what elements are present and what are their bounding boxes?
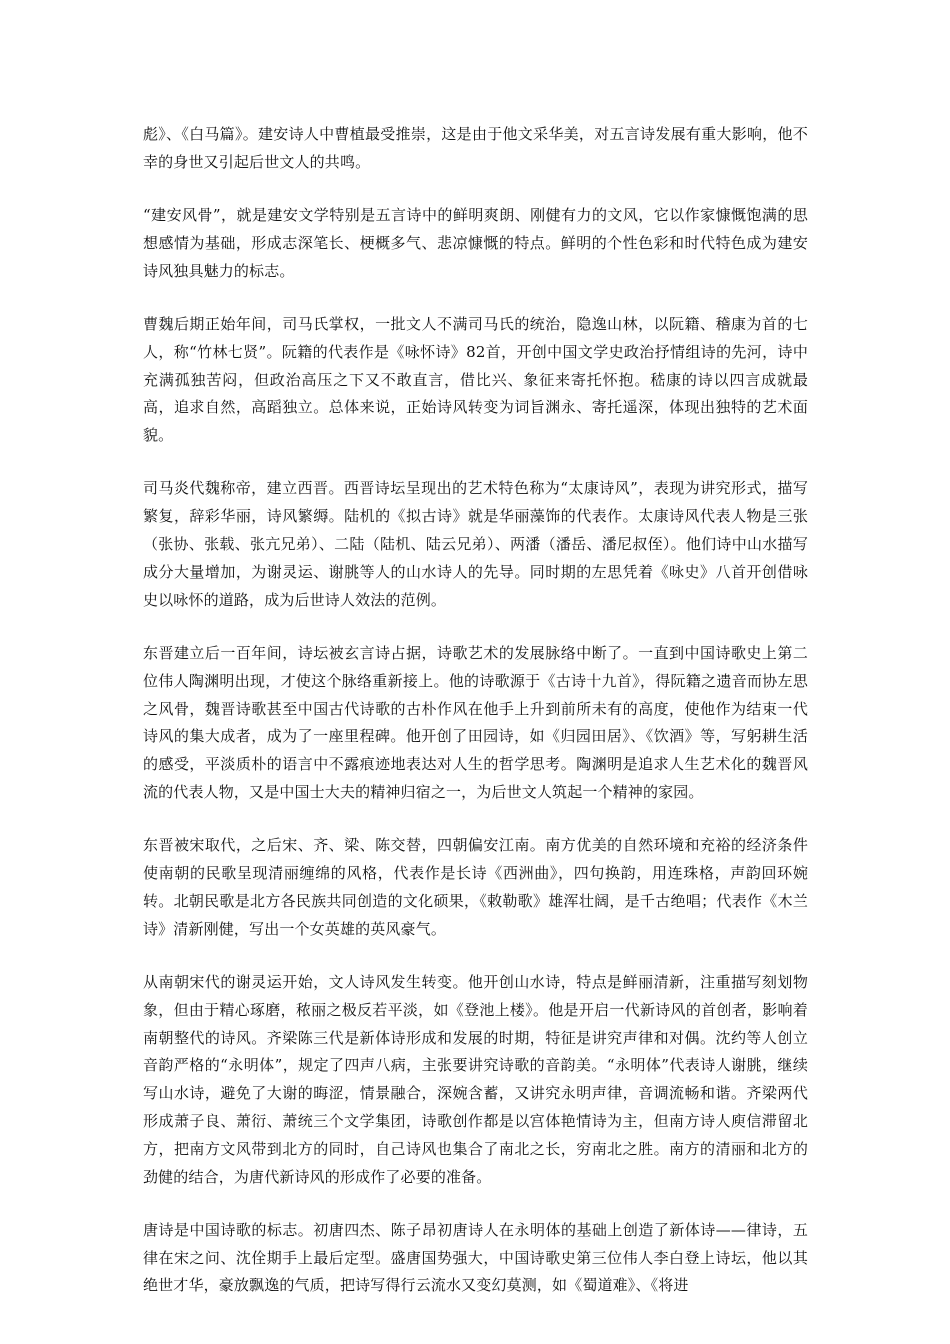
document-body (143, 121, 808, 1326)
paragraph-jian-an-feng-gu: “建安风骨”，就是建安文学特别是五言诗中的鲜明爽朗、刚健有力的文风，它以作家慷慨饱满的思想感情为基础，形成志深笔长、梗概多气、悲凉慷慨的特点。鲜明的个性色彩和时代特色成为建安诗风独具魅力的标志。 (143, 206, 808, 280)
paragraph-cao-zhi: 彪》、《白马篇》。建安诗人中曹植最受推崇，这是由于他文采华美，对五言诗发展有重大影响，他不幸的身世又引起后世文人的共鸣。 (143, 125, 808, 171)
paragraph-southern-northern-folk-songs: 东晋被宋取代，之后宋、齐、梁、陈交替，四朝偏安江南。南方优美的自然环境和充裕的经济条件使南朝的民歌呈现清丽缠绵的风格，代表作是长诗《西洲曲》，四句换韵，用连珠格，声韵回环婉转。北朝民歌是北方各民族共同创造的文化硕果，《敕勒歌》雄浑壮阔，是千古绝唱；代表作《木兰诗》清新刚健，写出一个女英雄的英风豪气。 (143, 836, 808, 938)
paragraph-tang-poetry: 唐诗是中国诗歌的标志。初唐四杰、陈子昂初唐诗人在永明体的基础上创造了新体诗——律诗，五律在宋之问、沈佺期手上最后定型。盛唐国势强大，中国诗歌史第三位伟人李白登上诗坛，他以其绝世才华，豪放飘逸的气质，把诗写得行云流水又变幻莫测，如《蜀道难》、《将进 (143, 1220, 808, 1295)
paragraph-zheng-shi: 曹魏后期正始年间，司马氏掌权，一批文人不满司马氏的统治，隐逸山林，以阮籍、稽康为首的七人，称“竹林七贤”。阮籍的代表作是《咏怀诗》82首，开创中国文学史政治抒情组诗的先河，诗中充满孤独苦闷，但政治高压之下又不敢直言，借比兴、象征来寄托怀抱。嵇康的诗以四言成就最高，追求自然，高蹈独立。总体来说，正始诗风转变为词旨渊永、寄托遥深，体现出独特的艺术面貌。 (143, 314, 808, 445)
paragraph-xie-ling-yun: 从南朝宋代的谢灵运开始，文人诗风发生转变。他开创山水诗，特点是鲜丽清新，注重描写刻划物象，但由于精心琢磨，秾丽之极反若平淡，如《登池上楼》。他是开启一代新诗风的首创者，影响着南朝整代的诗风。齐梁陈三代是新体诗形成和发展的时期，特征是讲究声律和对偶。沈约等人创立音韵严格的“永明体”，规定了四声八病，主张要讲究诗歌的音韵美。“永明体”代表诗人谢朓，继续写山水诗，避免了大谢的晦涩，情景融合，深婉含蓄，又讲究永明声律，音调流畅和谐。齐梁两代形成萧子良、萧衍、萧统三个文学集团，诗歌创作都是以宫体艳情诗为主，但南方诗人庾信滞留北方，把南方文风带到北方的同时，自己诗风也集合了南北之长，穷南北之胜。南方的清丽和北方的劲健的结合，为唐代新诗风的形成作了必要的准备。 (143, 972, 808, 1186)
paragraph-tai-kang: 司马炎代魏称帝，建立西晋。西晋诗坛呈现出的艺术特色称为“太康诗风”，表现为讲究形式，描写繁复，辞彩华丽，诗风繁缛。陆机的《拟古诗》就是华丽藻饰的代表作。太康诗风代表人物是三张（张协、张载、张亢兄弟）、二陆（陆机、陆云兄弟）、两潘（潘岳、潘尼叔侄）。他们诗中山水描写成分大量增加，为谢灵运、谢朓等人的山水诗人的先导。同时期的左思凭着《咏史》八首开创借咏史以咏怀的道路，成为后世诗人效法的范例。 (143, 479, 808, 609)
paragraph-tao-yuan-ming: 东晋建立后一百年间，诗坛被玄言诗占据，诗歌艺术的发展脉络中断了。一直到中国诗歌史上第二位伟人陶渊明出现，才使这个脉络重新接上。他的诗歌源于《古诗十九首》，得阮籍之遗音而协左思之风骨，魏晋诗歌甚至中国古代诗歌的古朴作风在他手上升到前所未有的高度，使他作为结束一代诗风的集大成者，成为了一座里程碑。他开创了田园诗，如《归园田居》、《饮酒》等，写躬耕生活的感受，平淡质朴的语言中不露痕迹地表达对人生的哲学思考。陶渊明是追求人生艺术化的魏晋风流的代表人物，又是中国士大夫的精神归宿之一，为后世文人筑起一个精神的家园。 (143, 643, 808, 801)
